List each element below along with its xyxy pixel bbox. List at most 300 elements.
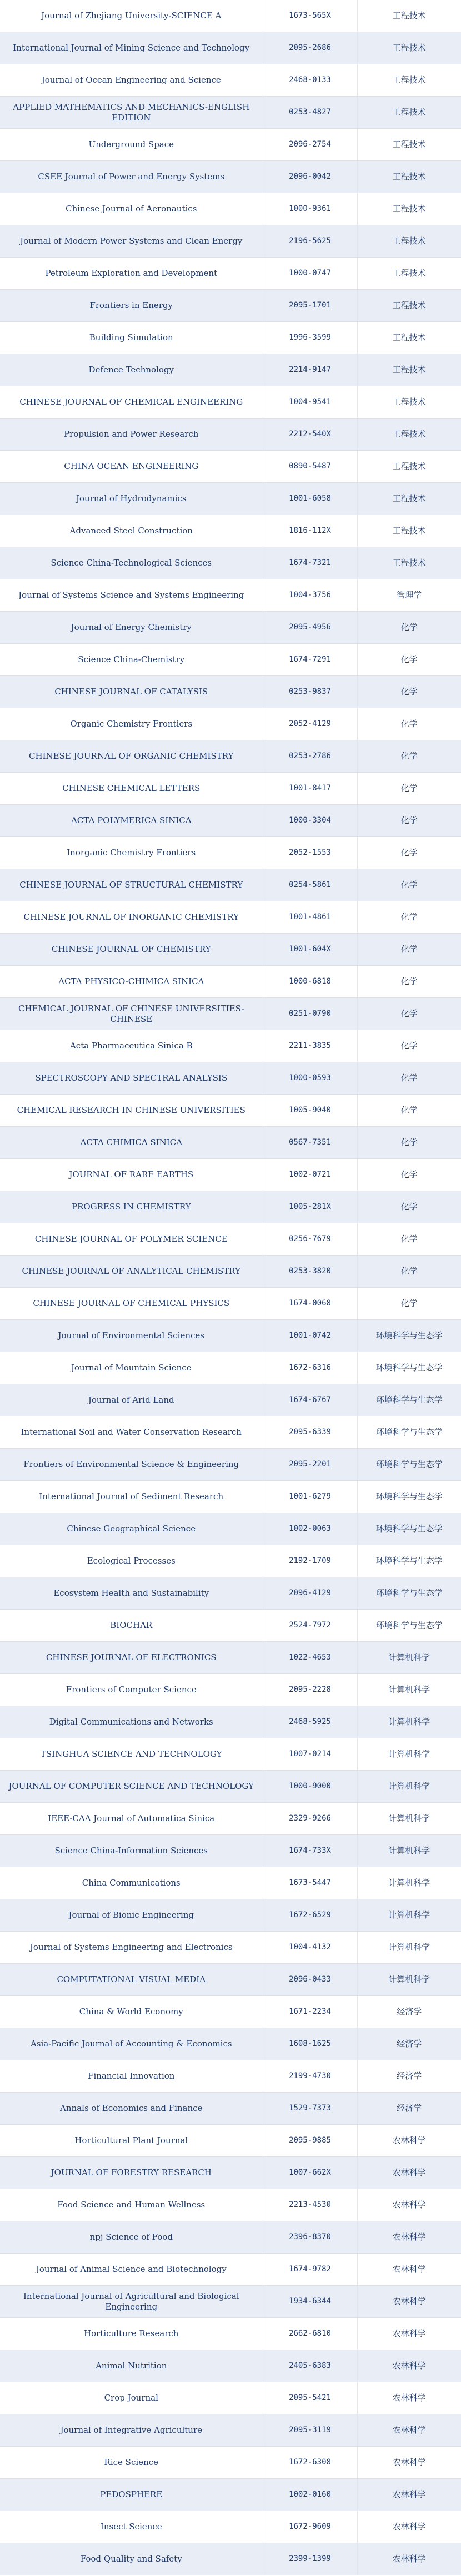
issn-cell: 1671-2234 [263, 1996, 357, 2028]
subject-cell: 化学 [357, 1288, 461, 1320]
journal-title-cell: Food Quality and Safety [0, 2543, 263, 2575]
journal-title-cell: Journal of Hydrodynamics [0, 483, 263, 515]
issn-cell: 1004-4132 [263, 1932, 357, 1964]
table-row [0, 1577, 461, 1610]
subject-cell: 环境科学与生态学 [357, 1513, 461, 1545]
table-row [0, 193, 461, 225]
subject-cell: 化学 [357, 998, 461, 1030]
journal-title-cell: Ecological Processes [0, 1545, 263, 1577]
issn-cell: 0253-3820 [263, 1256, 357, 1288]
table-row [0, 612, 461, 644]
issn-cell: 2199-4730 [263, 2060, 357, 2093]
table-row [0, 354, 461, 386]
table-row [0, 934, 461, 966]
subject-cell: 环境科学与生态学 [357, 1320, 461, 1352]
issn-cell: 1674-6767 [263, 1384, 357, 1416]
journal-title-cell: Animal Nutrition [0, 2350, 263, 2382]
journal-title-cell: JOURNAL OF RARE EARTHS [0, 1159, 263, 1191]
journal-title-cell: Science China-Chemistry [0, 644, 263, 676]
issn-cell: 2096-4129 [263, 1577, 357, 1610]
table-row [0, 290, 461, 322]
journal-title-cell: Science China-Technological Sciences [0, 547, 263, 579]
journal-title-cell: CHINESE JOURNAL OF STRUCTURAL CHEMISTRY [0, 869, 263, 901]
issn-cell: 2095-3119 [263, 2414, 357, 2447]
issn-cell: 2468-0133 [263, 64, 357, 97]
table-row [0, 129, 461, 161]
table-row [0, 1223, 461, 1256]
journal-title-cell: China Communications [0, 1867, 263, 1899]
subject-cell: 化学 [357, 901, 461, 934]
journal-title-cell: JOURNAL OF FORESTRY RESEARCH [0, 2157, 263, 2189]
issn-cell: 1674-7291 [263, 644, 357, 676]
journal-title-cell: Propulsion and Power Research [0, 419, 263, 451]
journal-title-cell: CHINESE JOURNAL OF CATALYSIS [0, 676, 263, 708]
subject-cell: 工程技术 [357, 32, 461, 64]
subject-cell: 环境科学与生态学 [357, 1416, 461, 1449]
issn-cell: 2405-6383 [263, 2350, 357, 2382]
journal-title-cell: PROGRESS IN CHEMISTRY [0, 1191, 263, 1223]
issn-cell: 1996-3599 [263, 322, 357, 354]
issn-cell: 1000-6818 [263, 966, 357, 998]
subject-cell: 计算机科学 [357, 1867, 461, 1899]
table-row [0, 0, 461, 32]
subject-cell: 化学 [357, 740, 461, 773]
subject-cell: 农林科学 [357, 2286, 461, 2318]
issn-cell: 2211-3835 [263, 1030, 357, 1062]
issn-cell: 2052-1553 [263, 837, 357, 869]
table-row [0, 1481, 461, 1513]
issn-cell: 1002-0063 [263, 1513, 357, 1545]
journal-title-cell: IEEE-CAA Journal of Automatica Sinica [0, 1803, 263, 1835]
journal-title-cell: Digital Communications and Networks [0, 1706, 263, 1738]
issn-cell: 0256-7679 [263, 1223, 357, 1256]
table-row [0, 1706, 461, 1738]
subject-cell: 化学 [357, 1159, 461, 1191]
issn-cell: 1672-6529 [263, 1899, 357, 1932]
issn-cell: 0253-2786 [263, 740, 357, 773]
journal-title-cell: International Journal of Sediment Research [0, 1481, 263, 1513]
table-row [0, 579, 461, 612]
issn-cell: 0254-5861 [263, 869, 357, 901]
journal-title-cell: Journal of Zhejiang University-SCIENCE A [0, 0, 263, 32]
subject-cell: 农林科学 [357, 2543, 461, 2575]
subject-cell: 计算机科学 [357, 1706, 461, 1738]
table-row [0, 97, 461, 129]
table-row [0, 740, 461, 773]
journal-title-cell: CHINESE JOURNAL OF ORGANIC CHEMISTRY [0, 740, 263, 773]
table-row [0, 1932, 461, 1964]
journal-title-cell: Journal of Animal Science and Biotechnology [0, 2254, 263, 2286]
journal-title-cell: Journal of Mountain Science [0, 1352, 263, 1384]
journal-title-cell: Defence Technology [0, 354, 263, 386]
issn-cell: 1000-9000 [263, 1771, 357, 1803]
table-row [0, 1416, 461, 1449]
subject-cell: 化学 [357, 837, 461, 869]
subject-cell: 农林科学 [357, 2350, 461, 2382]
journal-title-cell: Journal of Integrative Agriculture [0, 2414, 263, 2447]
subject-cell: 环境科学与生态学 [357, 1449, 461, 1481]
table-row [0, 419, 461, 451]
subject-cell: 环境科学与生态学 [357, 1384, 461, 1416]
subject-cell: 计算机科学 [357, 1964, 461, 1996]
subject-cell: 计算机科学 [357, 1642, 461, 1674]
table-row [0, 322, 461, 354]
subject-cell: 工程技术 [357, 386, 461, 419]
issn-cell: 1001-604X [263, 934, 357, 966]
subject-cell: 工程技术 [357, 129, 461, 161]
table-row [0, 2318, 461, 2350]
subject-cell: 环境科学与生态学 [357, 1352, 461, 1384]
issn-cell: 1001-6279 [263, 1481, 357, 1513]
table-row [0, 2382, 461, 2414]
issn-cell: 2329-9266 [263, 1803, 357, 1835]
table-row [0, 547, 461, 579]
table-row [0, 1803, 461, 1835]
table-row [0, 2447, 461, 2479]
table-row [0, 1996, 461, 2028]
issn-cell: 1673-565X [263, 0, 357, 32]
journal-title-cell: TSINGHUA SCIENCE AND TECHNOLOGY [0, 1738, 263, 1771]
journal-title-cell: Underground Space [0, 129, 263, 161]
table-row [0, 2543, 461, 2575]
subject-cell: 计算机科学 [357, 1803, 461, 1835]
issn-cell: 2468-5925 [263, 1706, 357, 1738]
subject-cell: 农林科学 [357, 2511, 461, 2543]
subject-cell: 化学 [357, 805, 461, 837]
subject-cell: 环境科学与生态学 [357, 1545, 461, 1577]
journal-title-cell: Advanced Steel Construction [0, 515, 263, 547]
journal-title-cell: Chinese Geographical Science [0, 1513, 263, 1545]
journal-title-cell: Organic Chemistry Frontiers [0, 708, 263, 740]
table-row [0, 1030, 461, 1062]
issn-cell: 2662-6810 [263, 2318, 357, 2350]
issn-cell: 0251-0790 [263, 998, 357, 1030]
issn-cell: 2095-5421 [263, 2382, 357, 2414]
journal-title-cell: Inorganic Chemistry Frontiers [0, 837, 263, 869]
table-row [0, 2189, 461, 2221]
journal-title-cell: ACTA PHYSICO-CHIMICA SINICA [0, 966, 263, 998]
table-row [0, 1899, 461, 1932]
subject-cell: 化学 [357, 1127, 461, 1159]
table-row [0, 2254, 461, 2286]
journal-title-cell: ACTA POLYMERICA SINICA [0, 805, 263, 837]
journal-title-cell: COMPUTATIONAL VISUAL MEDIA [0, 1964, 263, 1996]
journal-title-cell: ACTA CHIMICA SINICA [0, 1127, 263, 1159]
issn-cell: 2096-2754 [263, 129, 357, 161]
table-row [0, 2125, 461, 2157]
subject-cell: 计算机科学 [357, 1771, 461, 1803]
journal-title-cell: CHINESE JOURNAL OF CHEMICAL ENGINEERING [0, 386, 263, 419]
subject-cell: 工程技术 [357, 451, 461, 483]
table-row [0, 1674, 461, 1706]
table-row [0, 966, 461, 998]
subject-cell: 农林科学 [357, 2479, 461, 2511]
issn-cell: 2052-4129 [263, 708, 357, 740]
subject-cell: 环境科学与生态学 [357, 1481, 461, 1513]
table-row [0, 805, 461, 837]
subject-cell: 化学 [357, 1030, 461, 1062]
journal-title-cell: SPECTROSCOPY AND SPECTRAL ANALYSIS [0, 1062, 263, 1095]
table-row [0, 1610, 461, 1642]
journal-title-cell: Petroleum Exploration and Development [0, 258, 263, 290]
table-row [0, 258, 461, 290]
subject-cell: 工程技术 [357, 515, 461, 547]
journal-title-cell: Rice Science [0, 2447, 263, 2479]
subject-cell: 计算机科学 [357, 1835, 461, 1867]
issn-cell: 0567-7351 [263, 1127, 357, 1159]
table-row [0, 225, 461, 258]
table-row [0, 2028, 461, 2060]
journal-title-cell: International Soil and Water Conservation Research [0, 1416, 263, 1449]
issn-cell: 1673-5447 [263, 1867, 357, 1899]
journal-title-cell: CHINESE JOURNAL OF ANALYTICAL CHEMISTRY [0, 1256, 263, 1288]
journal-title-cell: China & World Economy [0, 1996, 263, 2028]
subject-cell: 计算机科学 [357, 1674, 461, 1706]
subject-cell: 化学 [357, 934, 461, 966]
issn-cell: 2524-7972 [263, 1610, 357, 1642]
journal-title-cell: Annals of Economics and Finance [0, 2093, 263, 2125]
journal-title-cell: Horticulture Research [0, 2318, 263, 2350]
issn-cell: 1004-3756 [263, 579, 357, 612]
journal-title-cell: APPLIED MATHEMATICS AND MECHANICS-ENGLISH EDITION [0, 97, 263, 129]
table-row [0, 1320, 461, 1352]
journal-title-cell: npj Science of Food [0, 2221, 263, 2254]
issn-cell: 1672-6308 [263, 2447, 357, 2479]
subject-cell: 工程技术 [357, 0, 461, 32]
table-row [0, 161, 461, 193]
table-row [0, 2221, 461, 2254]
subject-cell: 工程技术 [357, 258, 461, 290]
table-row [0, 1642, 461, 1674]
issn-cell: 1002-0160 [263, 2479, 357, 2511]
journal-title-cell: Building Simulation [0, 322, 263, 354]
table-row [0, 644, 461, 676]
table-row [0, 2286, 461, 2318]
table-row [0, 1127, 461, 1159]
issn-cell: 2096-0433 [263, 1964, 357, 1996]
table-row [0, 901, 461, 934]
subject-cell: 工程技术 [357, 64, 461, 97]
journal-title-cell: Ecosystem Health and Sustainability [0, 1577, 263, 1610]
journal-title-cell: CHINESE JOURNAL OF CHEMICAL PHYSICS [0, 1288, 263, 1320]
table-row [0, 837, 461, 869]
issn-cell: 2095-4956 [263, 612, 357, 644]
subject-cell: 化学 [357, 1095, 461, 1127]
issn-cell: 1005-281X [263, 1191, 357, 1223]
issn-cell: 1007-662X [263, 2157, 357, 2189]
journal-title-cell: Chinese Journal of Aeronautics [0, 193, 263, 225]
journal-title-cell: Journal of Ocean Engineering and Science [0, 64, 263, 97]
table-row [0, 1867, 461, 1899]
issn-cell: 0253-9837 [263, 676, 357, 708]
table-row [0, 1191, 461, 1223]
table-row [0, 1384, 461, 1416]
subject-cell: 计算机科学 [357, 1899, 461, 1932]
subject-cell: 农林科学 [357, 2447, 461, 2479]
issn-cell: 2096-0042 [263, 161, 357, 193]
issn-cell: 1005-9040 [263, 1095, 357, 1127]
table-row [0, 2350, 461, 2382]
subject-cell: 计算机科学 [357, 1738, 461, 1771]
subject-cell: 管理学 [357, 579, 461, 612]
table-row [0, 2157, 461, 2189]
journal-title-cell: Journal of Environmental Sciences [0, 1320, 263, 1352]
subject-cell: 化学 [357, 1256, 461, 1288]
issn-cell: 1000-9361 [263, 193, 357, 225]
journal-title-cell: BIOCHAR [0, 1610, 263, 1642]
subject-cell: 农林科学 [357, 2254, 461, 2286]
subject-cell: 化学 [357, 1062, 461, 1095]
subject-cell: 化学 [357, 676, 461, 708]
subject-cell: 农林科学 [357, 2318, 461, 2350]
journal-title-cell: Crop Journal [0, 2382, 263, 2414]
journal-title-cell: Financial Innovation [0, 2060, 263, 2093]
journal-title-cell: CHEMICAL RESEARCH IN CHINESE UNIVERSITIES [0, 1095, 263, 1127]
journal-title-cell: International Journal of Mining Science and Technology [0, 32, 263, 64]
journal-title-cell: CHINA OCEAN ENGINEERING [0, 451, 263, 483]
table-row [0, 2511, 461, 2543]
table-row [0, 1449, 461, 1481]
journal-title-cell: Frontiers in Energy [0, 290, 263, 322]
issn-cell: 1674-7321 [263, 547, 357, 579]
journal-title-cell: CHINESE JOURNAL OF ELECTRONICS [0, 1642, 263, 1674]
issn-cell: 1816-112X [263, 515, 357, 547]
table-row [0, 676, 461, 708]
subject-cell: 工程技术 [357, 290, 461, 322]
issn-cell: 2192-1709 [263, 1545, 357, 1577]
issn-cell: 1934-6344 [263, 2286, 357, 2318]
journal-title-cell: CHINESE CHEMICAL LETTERS [0, 773, 263, 805]
journal-title-cell: CHINESE JOURNAL OF INORGANIC CHEMISTRY [0, 901, 263, 934]
journal-title-cell: International Journal of Agricultural and Biological Engineering [0, 2286, 263, 2318]
issn-cell: 1004-9541 [263, 386, 357, 419]
issn-cell: 1001-6058 [263, 483, 357, 515]
subject-cell: 农林科学 [357, 2221, 461, 2254]
table-row [0, 1964, 461, 1996]
journal-title-cell: CHINESE JOURNAL OF CHEMISTRY [0, 934, 263, 966]
journal-title-cell: Journal of Modern Power Systems and Clean Energy [0, 225, 263, 258]
table-row [0, 1159, 461, 1191]
subject-cell: 工程技术 [357, 193, 461, 225]
subject-cell: 化学 [357, 966, 461, 998]
subject-cell: 化学 [357, 708, 461, 740]
journal-title-cell: Frontiers of Computer Science [0, 1674, 263, 1706]
table-row [0, 1288, 461, 1320]
subject-cell: 工程技术 [357, 483, 461, 515]
journal-title-cell: Journal of Systems Engineering and Electronics [0, 1932, 263, 1964]
issn-cell: 1672-9609 [263, 2511, 357, 2543]
issn-cell: 1007-0214 [263, 1738, 357, 1771]
issn-cell: 0253-4827 [263, 97, 357, 129]
journal-title-cell: Journal of Energy Chemistry [0, 612, 263, 644]
table-row [0, 451, 461, 483]
issn-cell: 2095-1701 [263, 290, 357, 322]
issn-cell: 1000-0747 [263, 258, 357, 290]
issn-cell: 1672-6316 [263, 1352, 357, 1384]
subject-cell: 工程技术 [357, 547, 461, 579]
journal-title-cell: Insect Science [0, 2511, 263, 2543]
subject-cell: 计算机科学 [357, 1932, 461, 1964]
table-row [0, 1352, 461, 1384]
table-row [0, 2093, 461, 2125]
journal-title-cell: Journal of Systems Science and Systems Engineering [0, 579, 263, 612]
issn-cell: 2396-8370 [263, 2221, 357, 2254]
subject-cell: 农林科学 [357, 2189, 461, 2221]
issn-cell: 1529-7373 [263, 2093, 357, 2125]
subject-cell: 农林科学 [357, 2382, 461, 2414]
issn-cell: 1000-3304 [263, 805, 357, 837]
journal-title-cell: Journal of Arid Land [0, 1384, 263, 1416]
subject-cell: 化学 [357, 773, 461, 805]
issn-cell: 2212-540X [263, 419, 357, 451]
issn-cell: 0890-5487 [263, 451, 357, 483]
table-row [0, 2060, 461, 2093]
subject-cell: 农林科学 [357, 2414, 461, 2447]
table-row [0, 515, 461, 547]
issn-cell: 1608-1625 [263, 2028, 357, 2060]
subject-cell: 化学 [357, 869, 461, 901]
issn-cell: 2399-1399 [263, 2543, 357, 2575]
table-row [0, 1545, 461, 1577]
table-row [0, 1738, 461, 1771]
issn-cell: 1002-0721 [263, 1159, 357, 1191]
issn-cell: 2095-6339 [263, 1416, 357, 1449]
table-row [0, 386, 461, 419]
subject-cell: 工程技术 [357, 161, 461, 193]
subject-cell: 经济学 [357, 2060, 461, 2093]
table-row [0, 1513, 461, 1545]
subject-cell: 农林科学 [357, 2157, 461, 2189]
issn-cell: 1674-9782 [263, 2254, 357, 2286]
journal-title-cell: CHINESE JOURNAL OF POLYMER SCIENCE [0, 1223, 263, 1256]
issn-cell: 2095-9885 [263, 2125, 357, 2157]
journal-title-cell: Asia-Pacific Journal of Accounting & Economics [0, 2028, 263, 2060]
journal-title-cell: JOURNAL OF COMPUTER SCIENCE AND TECHNOLOGY [0, 1771, 263, 1803]
table-row [0, 708, 461, 740]
issn-cell: 2095-2201 [263, 1449, 357, 1481]
subject-cell: 工程技术 [357, 225, 461, 258]
table-row [0, 32, 461, 64]
table-row [0, 2414, 461, 2447]
issn-cell: 2214-9147 [263, 354, 357, 386]
subject-cell: 化学 [357, 644, 461, 676]
journal-title-cell: Journal of Bionic Engineering [0, 1899, 263, 1932]
subject-cell: 经济学 [357, 2093, 461, 2125]
journal-title-cell: Science China-Information Sciences [0, 1835, 263, 1867]
journal-title-cell: CHEMICAL JOURNAL OF CHINESE UNIVERSITIES-CHINESE [0, 998, 263, 1030]
issn-cell: 2213-4530 [263, 2189, 357, 2221]
journal-title-cell: PEDOSPHERE [0, 2479, 263, 2511]
subject-cell: 工程技术 [357, 97, 461, 129]
issn-cell: 2196-5625 [263, 225, 357, 258]
issn-cell: 1001-4861 [263, 901, 357, 934]
subject-cell: 化学 [357, 1223, 461, 1256]
subject-cell: 环境科学与生态学 [357, 1577, 461, 1610]
subject-cell: 农林科学 [357, 2125, 461, 2157]
issn-cell: 1674-0068 [263, 1288, 357, 1320]
journal-title-cell: Horticultural Plant Journal [0, 2125, 263, 2157]
table-row [0, 483, 461, 515]
issn-cell: 1000-0593 [263, 1062, 357, 1095]
issn-cell: 1022-4653 [263, 1642, 357, 1674]
subject-cell: 经济学 [357, 1996, 461, 2028]
subject-cell: 化学 [357, 612, 461, 644]
subject-cell: 工程技术 [357, 354, 461, 386]
journal-title-cell: Food Science and Human Wellness [0, 2189, 263, 2221]
table-row [0, 1771, 461, 1803]
journal-title-cell: Frontiers of Environmental Science & Engineering [0, 1449, 263, 1481]
table-row [0, 2479, 461, 2511]
